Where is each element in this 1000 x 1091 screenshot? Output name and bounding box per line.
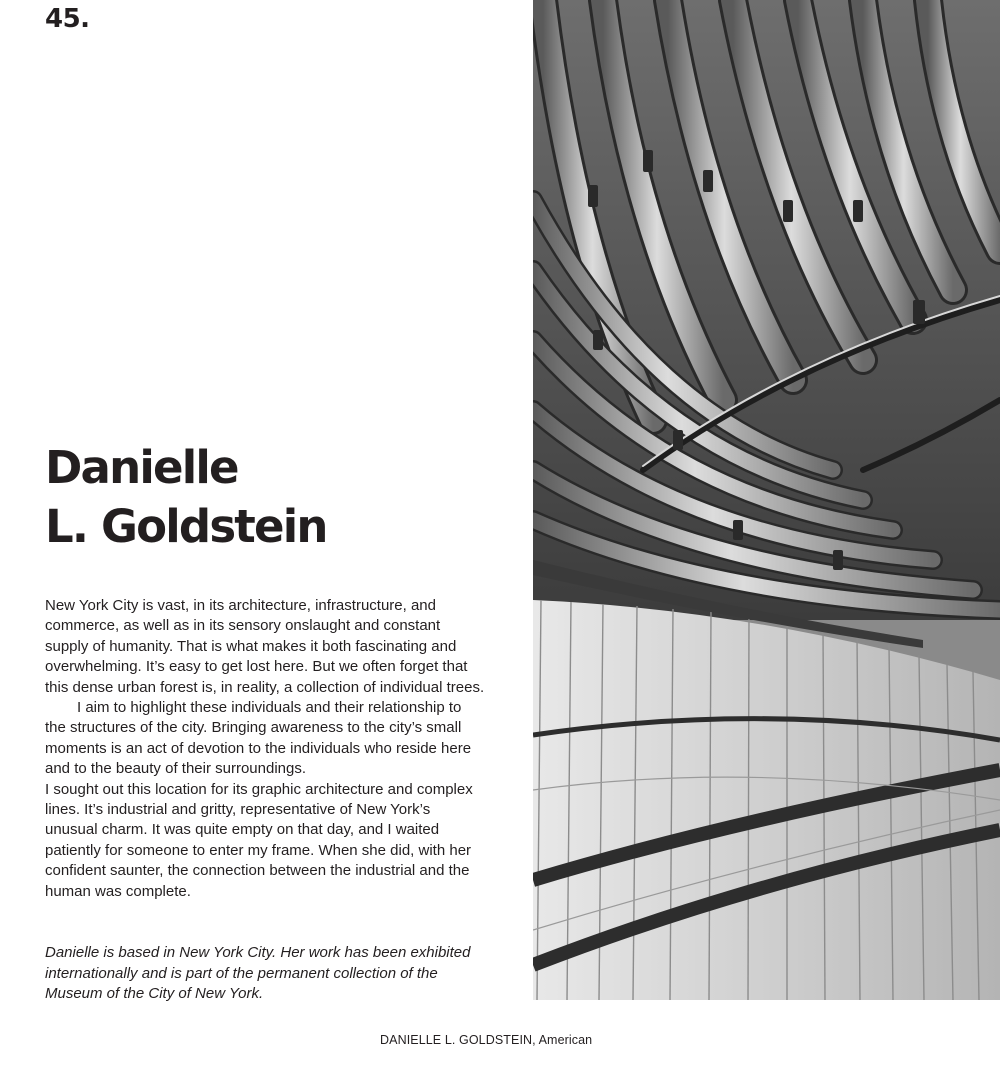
artist-bio: Danielle is based in New York City. Her work has been exhibited internationally and is part of the permanent collection of the Museum of the City of New York.	[45, 944, 471, 1003]
caption-nationality: American	[538, 1033, 593, 1047]
photo-caption	[380, 1033, 592, 1047]
title-line-1: Danielle	[45, 441, 238, 494]
photographer-name-title	[45, 438, 327, 556]
artist-statement	[45, 596, 485, 902]
statement-paragraph-1: New York City is vast, in its architecture, infrastructure, and commerce, as well as in its sensory onslaught and constant supply of humanity. That is what makes it both fascinating and overwhelming. It’s easy to get lost here. But we often forget that this dense urban forest is, in reality, a collection of individual trees.	[45, 597, 485, 696]
subway-tunnel-photo	[533, 0, 1000, 1000]
statement-paragraph-2: I aim to highlight these individuals and their relationship to the structures of the city. Bringing awareness to the city’s small moments is an act of devotion to the individuals who reside here and to the beauty of their surroundings.	[45, 699, 472, 778]
caption-name: DANIELLE L. GOLDSTEIN,	[380, 1033, 536, 1047]
title-line-2: L. Goldstein	[45, 500, 327, 553]
subway-pipes-illustration	[533, 0, 1000, 1000]
statement-paragraph-3: I sought out this location for its graphic architecture and complex lines. It’s industrial and gritty, representative of New York’s unusual charm. It was quite empty on that day, and I waited patiently for someone to enter my frame. When she did, with her confident saunter, the connection between the industrial and the human was complete.	[45, 780, 473, 900]
page-number: 45.	[45, 4, 90, 34]
